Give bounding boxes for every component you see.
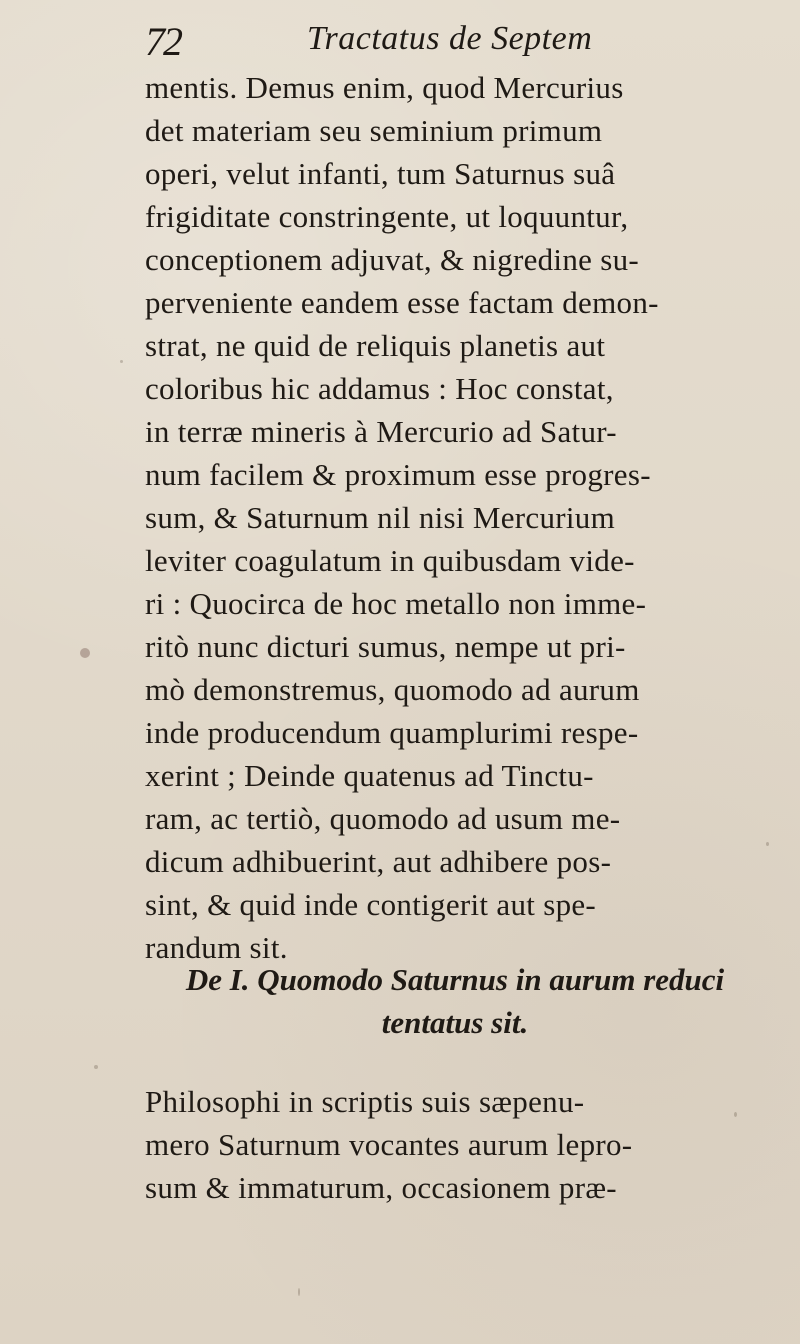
text-line: num facilem & proximum esse progres- (145, 457, 651, 492)
paper-speck (94, 1065, 98, 1069)
text-line: ritò nunc dicturi sumus, nempe ut pri- (145, 629, 626, 664)
running-head: Tractatus de Septem (307, 20, 593, 57)
text-line: sint, & quid inde contigerit aut spe- (145, 887, 597, 922)
paper-speck (298, 1288, 300, 1296)
text-line: sum, & Saturnum nil nisi Mercurium (145, 500, 616, 535)
main-text (145, 66, 765, 969)
text-line: mero Saturnum vocantes aurum lepro- (145, 1127, 633, 1162)
text-line: mò demonstremus, quomodo ad aurum (145, 672, 640, 707)
page-number: 72 (145, 19, 181, 64)
section-heading-line-1: De I. Quomodo Saturnus in aurum reduci (185, 962, 725, 997)
text-line: mentis. Demus enim, quod Mercurius (145, 70, 624, 105)
text-line: perveniente eandem esse factam demon- (145, 285, 659, 320)
text-line: det materiam seu seminium primum (145, 113, 603, 148)
text-line: ram, ac tertiò, quomodo ad usum me- (145, 801, 621, 836)
text-line: randum sit. (145, 930, 288, 965)
text-line: strat, ne quid de reliquis planetis aut (145, 328, 606, 363)
text-line: dicum adhibuerint, aut adhibere pos- (145, 844, 612, 879)
text-line: ri : Quocirca de hoc metallo non imme- (145, 586, 647, 621)
text-line: operi, velut infanti, tum Saturnus suâ (145, 156, 616, 191)
paper-speck (120, 360, 123, 363)
text-line: coloribus hic addamus : Hoc constat, (145, 371, 614, 406)
section-heading-line-2: tentatus sit. (381, 1005, 529, 1040)
text-line: xerint ; Deinde quatenus ad Tinctu- (145, 758, 594, 793)
continuation-text (145, 1080, 765, 1209)
text-line: frigiditate constringente, ut loquuntur, (145, 199, 629, 234)
text-line: in terræ mineris à Mercurio ad Satur- (145, 414, 617, 449)
page-header (145, 18, 645, 66)
text-line: inde producendum quamplurimi respe- (145, 715, 639, 750)
ink-fleck (80, 648, 90, 658)
paper-speck (766, 842, 769, 846)
text-line: Philosophi in scriptis suis sæpenu- (145, 1084, 585, 1119)
section-heading (145, 958, 765, 1044)
text-line: leviter coagulatum in quibusdam vide- (145, 543, 635, 578)
text-line: sum & immaturum, occasionem præ- (145, 1170, 617, 1205)
text-line: conceptionem adjuvat, & nigredine su- (145, 242, 640, 277)
